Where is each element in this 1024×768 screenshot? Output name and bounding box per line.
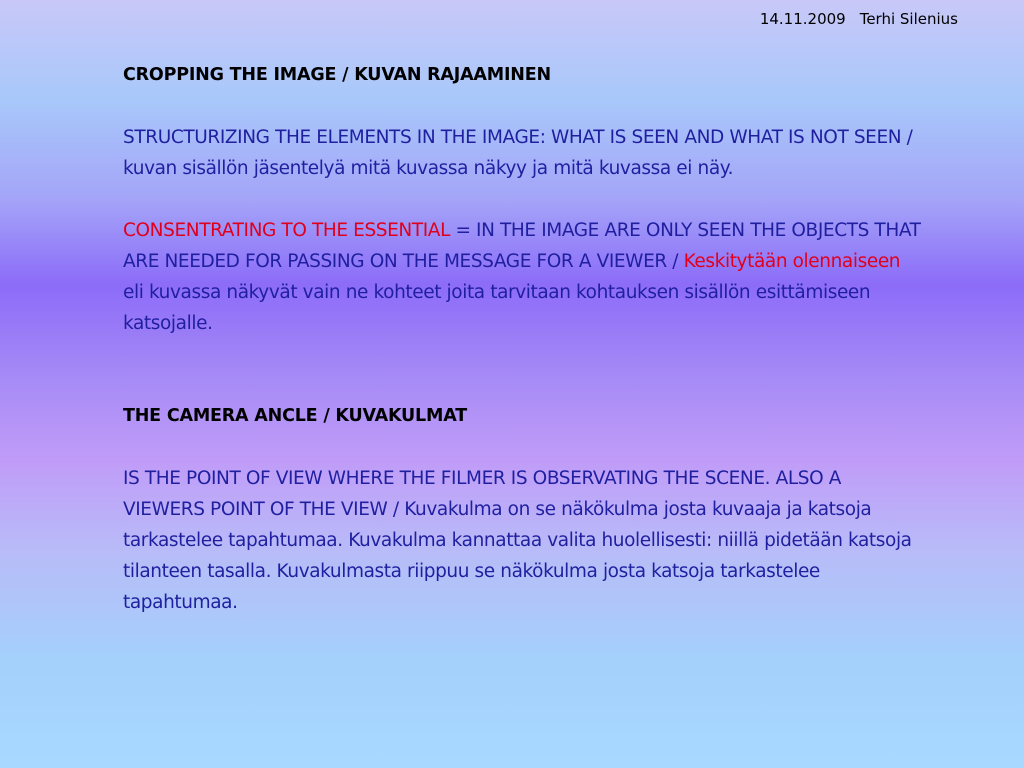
- highlight-keskitytaan: Keskitytään olennaiseen: [683, 251, 901, 272]
- paragraph-consentrating-text2: eli kuvassa näkyvät vain ne kohteet joita tarvitaan kohtauksen sisällön esittämiseen katsojalle.: [123, 282, 871, 334]
- slide-header: [760, 10, 958, 28]
- slide-author: Terhi Silenius: [859, 10, 958, 28]
- slide-content: [123, 60, 923, 618]
- paragraph-structurizing: STRUCTURIZING THE ELEMENTS IN THE IMAGE: WHAT IS SEEN AND WHAT IS NOT SEEN / kuvan sisällön jäsentelyä mitä kuvassa näkyy ja mitä kuvassa ei näy.: [123, 127, 913, 179]
- section-heading-cropping: CROPPING THE IMAGE / KUVAN RAJAAMINEN: [123, 65, 551, 85]
- paragraph-point-of-view: IS THE POINT OF VIEW WHERE THE FILMER IS OBSERVATING THE SCENE. ALSO A VIEWERS POINT OF THE VIEW / Kuvakulma on se näkökulma josta kuvaaja ja katsoja tarkastelee tapahtumaa. Kuvakulma kannattaa valita huolellisesti: niillä pidetään katsoja tilanteen tasalla. Kuvakulmasta riippuu se näkökulma josta katsoja tarkastelee tapahtumaa.: [123, 468, 912, 613]
- slide-date: 14.11.2009: [759, 10, 846, 28]
- section-heading-camera-angle: THE CAMERA ANCLE / KUVAKULMAT: [123, 406, 467, 426]
- highlight-consentrating: CONSENTRATING TO THE ESSENTIAL: [123, 220, 450, 241]
- paragraph-consentrating: [123, 215, 923, 339]
- paragraph-consentrating-text1: = IN THE IMAGE ARE ONLY SEEN THE OBJECTS THAT ARE NEEDED FOR PASSING ON THE MESSAGE FOR A VIEWER /: [123, 220, 921, 272]
